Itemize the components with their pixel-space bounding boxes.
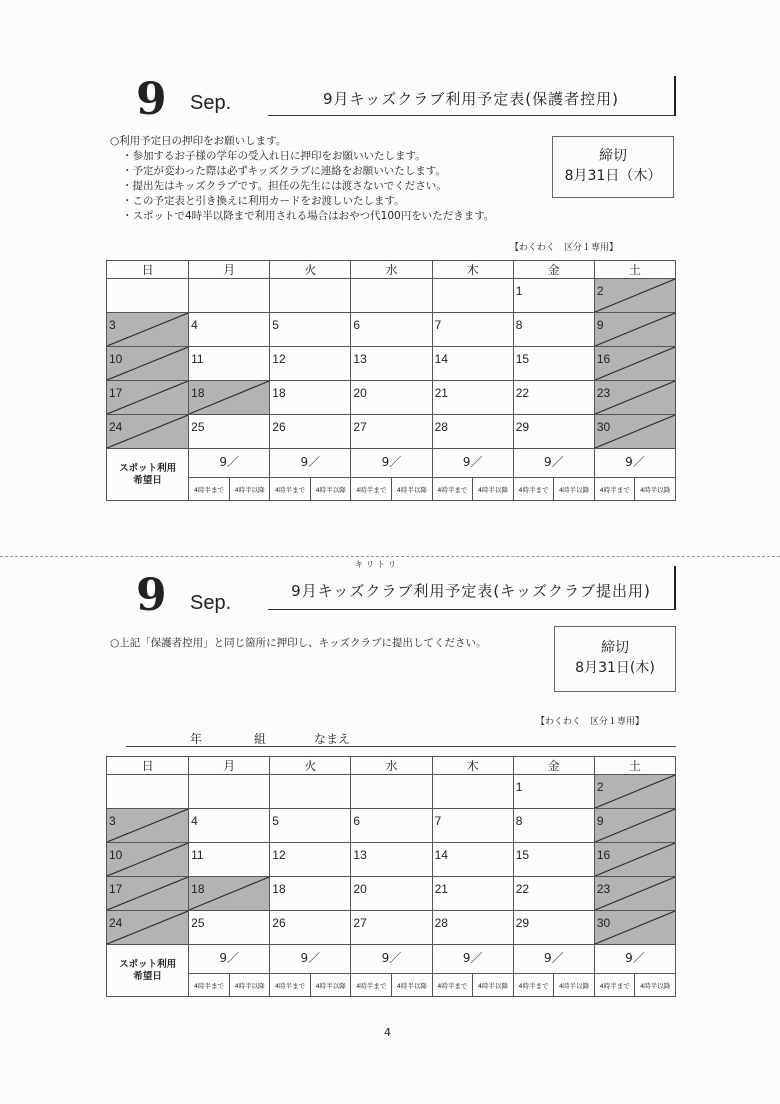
cut-line: [0, 556, 780, 557]
day-cell[interactable]: [270, 279, 351, 313]
day-number: 26: [272, 916, 286, 930]
day-cell: [594, 381, 675, 415]
day-number: 24: [109, 916, 123, 930]
day-number: 16: [596, 848, 611, 862]
day-number: 11: [191, 352, 204, 366]
day-cell: [107, 877, 189, 911]
day-number: 9: [596, 814, 604, 828]
day-cell[interactable]: [432, 809, 513, 843]
weekday-header: 金: [513, 261, 594, 279]
day-number: 18: [272, 882, 286, 896]
day-cell[interactable]: [351, 347, 432, 381]
day-number: 25: [191, 916, 205, 930]
day-number: 18: [272, 386, 286, 400]
spot-date-mark: 9／: [462, 951, 483, 965]
day-cell[interactable]: [513, 313, 594, 347]
closed-day-slash: [595, 279, 675, 312]
after-430-option[interactable]: [392, 478, 432, 500]
spot-date-cell[interactable]: [189, 449, 270, 478]
deadline-date: 8月31日（木）: [564, 168, 662, 184]
day-cell[interactable]: [270, 347, 351, 381]
until-430-option[interactable]: [189, 478, 230, 500]
spot-label: [107, 945, 189, 997]
day-number: 3: [109, 318, 116, 332]
until-430-label: 4時半まで: [275, 981, 306, 990]
until-430-label: 4時半まで: [599, 981, 630, 990]
day-number: 18: [191, 386, 205, 400]
after-430-option[interactable]: [554, 478, 594, 500]
day-number: 5: [272, 318, 279, 332]
deadline-label: 締切: [599, 148, 627, 164]
deadline-date: 8月31日(木): [575, 660, 655, 676]
after-430-label: 4時半以降: [234, 981, 265, 990]
after-430-option[interactable]: [311, 974, 351, 996]
after-430-label: 4時半以降: [234, 485, 265, 494]
after-430-option[interactable]: [392, 974, 432, 996]
day-cell[interactable]: [513, 911, 594, 945]
day-number: 29: [515, 420, 530, 434]
until-430-label: 4時半まで: [599, 485, 630, 494]
cut-line-label: キリトリ: [355, 560, 399, 569]
day-number: 21: [434, 882, 448, 896]
after-430-option[interactable]: [473, 974, 513, 996]
day-number: 16: [596, 352, 611, 366]
spot-time-cell: [351, 974, 432, 997]
day-number: 4: [191, 318, 198, 332]
top-deadline-box: [552, 136, 674, 198]
spot-time-cell: [432, 974, 513, 997]
day-cell: [107, 313, 189, 347]
spot-time-cell: [432, 478, 513, 501]
day-number: 14: [434, 352, 448, 366]
until-430-label: 4時半まで: [518, 981, 549, 990]
after-430-label: 4時半以降: [559, 981, 590, 990]
day-number: 18: [191, 882, 205, 896]
day-number: 7: [434, 814, 442, 828]
weekday-header: 水: [351, 261, 432, 279]
after-430-label: 4時半以降: [477, 981, 508, 990]
spot-date-cell[interactable]: [189, 945, 270, 974]
day-number: 20: [353, 882, 367, 896]
day-cell[interactable]: [351, 279, 432, 313]
day-cell[interactable]: [189, 347, 270, 381]
day-cell: [107, 843, 189, 877]
spot-date-mark: 9／: [300, 951, 321, 965]
day-number: 17: [109, 882, 123, 896]
day-number: 28: [434, 916, 448, 930]
until-430-label: 4時半まで: [193, 981, 224, 990]
weekday-header: 月: [189, 757, 270, 775]
title-bracket: [674, 76, 676, 116]
day-cell[interactable]: [351, 313, 432, 347]
note-item: ・提出先はキッズクラブです。担任の先生には渡さないでください。: [122, 180, 447, 192]
spot-time-cell: [270, 478, 351, 501]
day-cell: [594, 279, 675, 313]
class-label: 組: [254, 732, 267, 746]
spot-time-cell: [513, 974, 594, 997]
until-430-option[interactable]: [514, 974, 555, 996]
until-430-option[interactable]: [595, 478, 636, 500]
day-number: 21: [434, 386, 448, 400]
top-calendar: [106, 260, 676, 501]
spot-time-cell: [513, 478, 594, 501]
spot-date-cell[interactable]: [594, 449, 675, 478]
day-cell: [594, 415, 675, 449]
day-number: 4: [191, 814, 198, 828]
day-number: 1: [515, 780, 523, 794]
spot-date-cell[interactable]: [351, 945, 432, 974]
day-number: 5: [272, 814, 279, 828]
spot-date-cell[interactable]: [270, 945, 351, 974]
spot-date-mark: 9／: [219, 455, 240, 469]
after-430-label: 4時半以降: [559, 485, 590, 494]
day-cell: [107, 911, 189, 945]
day-cell[interactable]: [513, 843, 594, 877]
day-cell[interactable]: [189, 415, 270, 449]
day-cell[interactable]: [513, 347, 594, 381]
spot-label-line1: スポット利用: [119, 958, 177, 970]
day-cell: [189, 381, 270, 415]
day-cell[interactable]: [351, 381, 432, 415]
day-cell: [594, 809, 675, 843]
day-number: 23: [596, 882, 611, 896]
day-number: 17: [109, 386, 123, 400]
until-430-option[interactable]: [514, 478, 555, 500]
day-cell[interactable]: [189, 843, 270, 877]
day-cell[interactable]: [432, 347, 513, 381]
after-430-label: 4時半以降: [640, 981, 671, 990]
day-number: 15: [515, 848, 530, 862]
month-abbr: Sep.: [190, 592, 232, 614]
day-number: 27: [353, 420, 367, 434]
day-cell: [594, 911, 675, 945]
bottom-note: ○上記「保護者控用」と同じ箇所に押印し、キッズクラブに提出してください。: [110, 637, 487, 649]
until-430-label: 4時半まで: [437, 485, 468, 494]
bottom-deadline-box: [554, 626, 676, 692]
day-cell[interactable]: [270, 843, 351, 877]
bottom-title: 9月キッズクラブ利用予定表(キッズクラブ提出用): [268, 580, 674, 610]
month-numeral: 9: [136, 570, 167, 621]
closed-day-slash: [107, 809, 188, 842]
until-430-option[interactable]: [270, 974, 311, 996]
day-number: 29: [515, 916, 530, 930]
day-number: 2: [596, 780, 604, 794]
weekday-header: 土: [594, 261, 675, 279]
until-430-option[interactable]: [270, 478, 311, 500]
spot-date-cell[interactable]: [513, 449, 594, 478]
spot-date-mark: 9／: [462, 455, 483, 469]
day-number: 13: [353, 848, 367, 862]
day-cell: [594, 877, 675, 911]
spot-date-cell[interactable]: [270, 449, 351, 478]
day-cell[interactable]: [513, 809, 594, 843]
day-cell[interactable]: [351, 415, 432, 449]
day-number: 14: [434, 848, 448, 862]
day-cell[interactable]: [270, 809, 351, 843]
until-430-option[interactable]: [189, 974, 230, 996]
weekday-header: 火: [270, 261, 351, 279]
after-430-label: 4時半以降: [396, 981, 427, 990]
weekday-header: 日: [107, 261, 189, 279]
after-430-option[interactable]: [635, 478, 675, 500]
day-cell[interactable]: [351, 809, 432, 843]
day-cell[interactable]: [432, 381, 513, 415]
spot-label-line2: 希望日: [133, 970, 162, 982]
after-430-option[interactable]: [554, 974, 594, 996]
day-cell[interactable]: [107, 279, 189, 313]
day-cell[interactable]: [513, 775, 594, 809]
day-number: 1: [515, 284, 523, 298]
spot-date-mark: 9／: [543, 951, 564, 965]
note-item: ・スポットで4時半以降まで利用される場合はおやつ代100円をいただきます。: [122, 210, 495, 222]
day-number: 25: [191, 420, 205, 434]
name-field-row[interactable]: [126, 730, 676, 747]
day-cell: [594, 313, 675, 347]
day-cell[interactable]: [432, 415, 513, 449]
day-cell[interactable]: [270, 381, 351, 415]
grade-label: 年: [190, 732, 203, 746]
day-cell[interactable]: [513, 415, 594, 449]
spot-date-cell[interactable]: [513, 945, 594, 974]
day-cell[interactable]: [513, 877, 594, 911]
day-cell[interactable]: [189, 313, 270, 347]
day-cell[interactable]: [270, 775, 351, 809]
day-cell[interactable]: [513, 279, 594, 313]
day-number: 3: [109, 814, 116, 828]
day-cell[interactable]: [270, 313, 351, 347]
after-430-label: 4時半以降: [640, 485, 671, 494]
until-430-label: 4時半まで: [356, 981, 387, 990]
day-cell[interactable]: [432, 911, 513, 945]
day-number: 12: [272, 352, 286, 366]
day-number: 24: [109, 420, 123, 434]
spot-date-mark: 9／: [381, 951, 402, 965]
day-number: 7: [434, 318, 442, 332]
day-cell[interactable]: [189, 911, 270, 945]
after-430-option[interactable]: [473, 478, 513, 500]
day-cell[interactable]: [189, 279, 270, 313]
day-cell: [107, 347, 189, 381]
day-number: 9: [596, 318, 604, 332]
until-430-option[interactable]: [351, 478, 392, 500]
after-430-option[interactable]: [311, 478, 351, 500]
closed-day-slash: [107, 313, 188, 346]
after-430-option[interactable]: [635, 974, 675, 996]
bottom-category: 【わくわく 区分１専用】: [536, 717, 645, 727]
until-430-label: 4時半まで: [275, 485, 306, 494]
until-430-label: 4時半まで: [518, 485, 549, 494]
weekday-header: 日: [107, 757, 189, 775]
spot-time-cell: [189, 974, 270, 997]
page-number: 4: [384, 1026, 391, 1039]
closed-day-slash: [595, 775, 675, 808]
day-number: 12: [272, 848, 286, 862]
after-430-option[interactable]: [230, 478, 270, 500]
top-notes: [110, 134, 550, 224]
day-cell[interactable]: [270, 415, 351, 449]
weekday-header: 金: [513, 757, 594, 775]
day-number: 15: [515, 352, 530, 366]
bottom-calendar: [106, 756, 676, 997]
day-cell[interactable]: [189, 775, 270, 809]
weekday-header: 木: [432, 757, 513, 775]
until-430-option[interactable]: [433, 478, 474, 500]
spot-time-cell: [270, 974, 351, 997]
spot-date-cell[interactable]: [432, 945, 513, 974]
spot-date-cell[interactable]: [432, 449, 513, 478]
spot-date-mark: 9／: [381, 455, 402, 469]
day-number: 6: [353, 814, 361, 828]
day-number: 2: [596, 284, 604, 298]
day-cell[interactable]: [270, 877, 351, 911]
spot-label-line1: スポット利用: [119, 462, 177, 474]
spot-date-mark: 9／: [625, 951, 645, 965]
day-cell[interactable]: [513, 381, 594, 415]
day-cell: [594, 347, 675, 381]
after-430-label: 4時半以降: [315, 981, 346, 990]
day-number: 22: [515, 386, 530, 400]
day-number: 13: [353, 352, 367, 366]
day-cell[interactable]: [432, 843, 513, 877]
day-number: 8: [515, 814, 523, 828]
spot-date-cell[interactable]: [351, 449, 432, 478]
spot-date-mark: 9／: [219, 951, 240, 965]
day-cell[interactable]: [107, 775, 189, 809]
day-cell[interactable]: [432, 877, 513, 911]
day-number: 22: [515, 882, 530, 896]
day-number: 11: [191, 848, 204, 862]
until-430-label: 4時半まで: [437, 981, 468, 990]
day-cell: [107, 809, 189, 843]
day-number: 27: [353, 916, 367, 930]
note-item: ・予定が変わった際は必ずキッズクラブに連絡をお願いいたします。: [122, 165, 446, 177]
until-430-option[interactable]: [595, 974, 636, 996]
day-cell[interactable]: [432, 313, 513, 347]
deadline-label: 締切: [601, 640, 629, 656]
month-abbr: Sep.: [190, 92, 232, 114]
day-cell[interactable]: [432, 279, 513, 313]
top-category: 【わくわく 区分１専用】: [510, 243, 619, 253]
day-number: 10: [109, 352, 123, 366]
day-cell[interactable]: [432, 775, 513, 809]
spot-date-mark: 9／: [625, 455, 645, 469]
note-item: ・この予定表と引き換えに利用カードをお渡しいたします。: [122, 195, 405, 207]
until-430-option[interactable]: [351, 974, 392, 996]
spot-date-mark: 9／: [543, 455, 564, 469]
until-430-label: 4時半まで: [356, 485, 387, 494]
until-430-label: 4時半まで: [193, 485, 224, 494]
closed-day-slash: [595, 809, 675, 842]
after-430-label: 4時半以降: [396, 485, 427, 494]
day-cell: [189, 877, 270, 911]
day-cell: [594, 843, 675, 877]
note-item: ・参加するお子様の学年の受入れ日に押印をお願いいたします。: [122, 150, 426, 162]
spot-time-cell: [594, 478, 675, 501]
top-title: 9月キッズクラブ利用予定表(保護者控用): [268, 88, 674, 116]
spot-time-cell: [189, 478, 270, 501]
day-number: 20: [353, 386, 367, 400]
spot-time-cell: [351, 478, 432, 501]
spot-date-mark: 9／: [300, 455, 321, 469]
day-cell[interactable]: [351, 775, 432, 809]
spot-time-cell: [594, 974, 675, 997]
day-cell[interactable]: [351, 877, 432, 911]
title-bracket: [674, 566, 676, 610]
spot-label-line2: 希望日: [133, 474, 162, 486]
until-430-option[interactable]: [433, 974, 474, 996]
weekday-header: 火: [270, 757, 351, 775]
after-430-label: 4時半以降: [477, 485, 508, 494]
day-number: 26: [272, 420, 286, 434]
day-cell[interactable]: [351, 843, 432, 877]
day-cell[interactable]: [270, 911, 351, 945]
day-number: 8: [515, 318, 523, 332]
day-cell[interactable]: [189, 809, 270, 843]
weekday-header: 水: [351, 757, 432, 775]
after-430-option[interactable]: [230, 974, 270, 996]
day-number: 23: [596, 386, 611, 400]
day-cell: [107, 415, 189, 449]
day-number: 10: [109, 848, 123, 862]
day-number: 30: [596, 916, 611, 930]
day-cell: [594, 775, 675, 809]
day-number: 30: [596, 420, 611, 434]
name-label: なまえ: [314, 732, 351, 746]
weekday-header: 木: [432, 261, 513, 279]
day-number: 6: [353, 318, 361, 332]
day-number: 28: [434, 420, 448, 434]
weekday-header: 月: [189, 261, 270, 279]
spot-label: [107, 449, 189, 501]
day-cell: [107, 381, 189, 415]
note-heading: ○利用予定日の押印をお願いします。: [110, 135, 287, 147]
month-numeral: 9: [136, 74, 167, 125]
after-430-label: 4時半以降: [315, 485, 346, 494]
day-cell[interactable]: [351, 911, 432, 945]
closed-day-slash: [595, 313, 675, 346]
spot-date-cell[interactable]: [594, 945, 675, 974]
weekday-header: 土: [594, 757, 675, 775]
